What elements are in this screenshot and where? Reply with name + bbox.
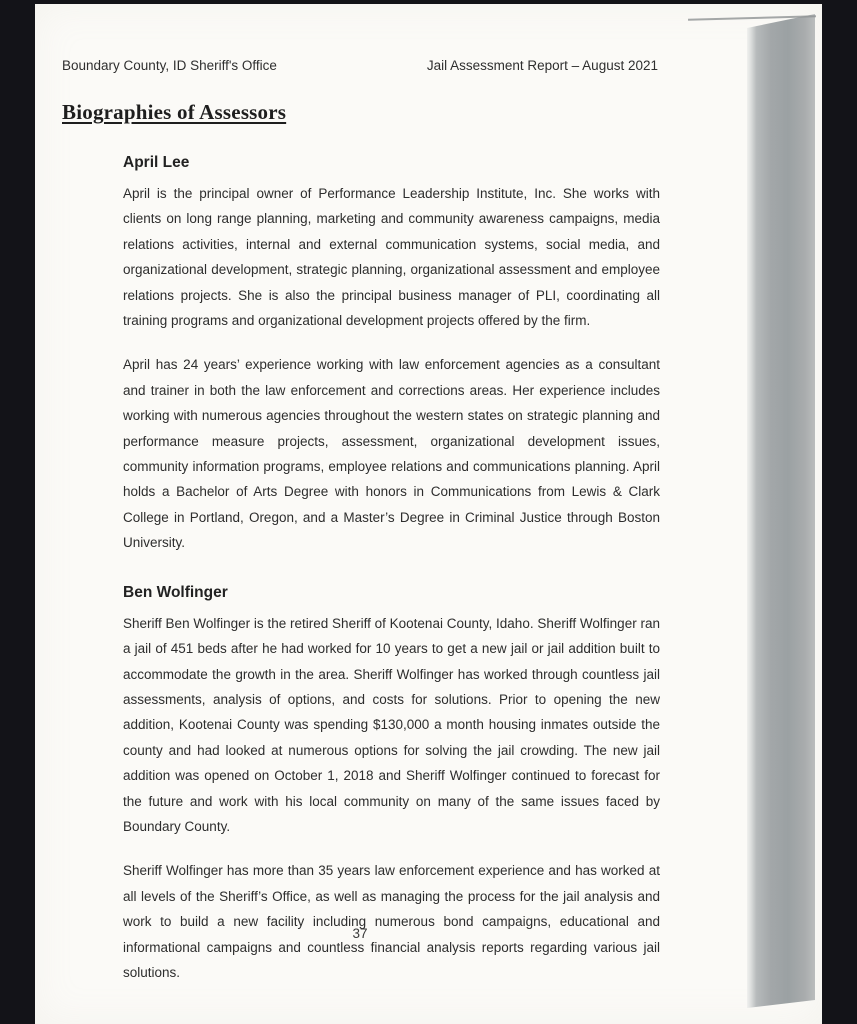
bio-paragraph: April has 24 years’ experience working with law enforcement agencies as a consultant and trainer in both the law enforcement and corrections areas. Her experience includes working with numerous agencies throughout the western states on strategic planning and performance measure projects, assessment, organizational development issues, community information programs, employee relations and communications planning. April holds a Bachelor of Arts Degree with honors in Communications from Lewis & Clark College in Portland, Oregon, and a Master’s Degree in Criminal Justice through Boston University. [123,357,660,551]
header-left-text: Boundary County, ID Sheriff's Office [62,58,277,73]
document-body [123,154,660,985]
page-number: 37 [352,926,368,941]
bio-paragraph: Sheriff Ben Wolfinger is the retired Sheriff of Kootenai County, Idaho. Sheriff Wolfinger ran a jail of 451 beds after he had worked for 10 years to get a new jail or jail addition built to accommodate the growth in the area. Sheriff Wolfinger has worked through countless jail assessments, analysis of options, and costs for solutions. Prior to opening the new addition, Kootenai County was spending $130,000 a month housing inmates outside the county and had looked at numerous options for solving the jail crowding. The new jail addition was opened on October 1, 2018 and Sheriff Wolfinger continued to forecast for the future and work with his local community on many of the same issues faced by Boundary County. [123,615,660,834]
document-page [35,4,822,1024]
page-stack-edge-shadow [747,14,815,1008]
section-april-lee [123,154,660,556]
assessor-name-heading: Ben Wolfinger [123,583,228,601]
assessor-name-heading: April Lee [123,154,190,171]
bio-paragraph: April is the principal owner of Performance Leadership Institute, Inc. She works with clients on long range planning, marketing and community awareness campaigns, media relations activities, internal and external communication systems, social media, and organizational development, strategic planning, organizational assessment and employee relations projects. She is also the principal business manager of PLI, coordinating all training programs and organizational development projects offered by the firm. [123,186,660,329]
page-header [62,58,658,73]
bio-paragraph: Sheriff Wolfinger has more than 35 years law enforcement experience and has worked at all levels of the Sheriff’s Office, as well as managing the process for the jail analysis and work to build a new facility including numerous bond campaigns, educational and informational campaigns and countless financial analysis reports regarding various jail solutions. [123,863,660,980]
header-right-text: Jail Assessment Report – August 2021 [426,58,658,73]
page-title: Biographies of Assessors [62,100,287,124]
